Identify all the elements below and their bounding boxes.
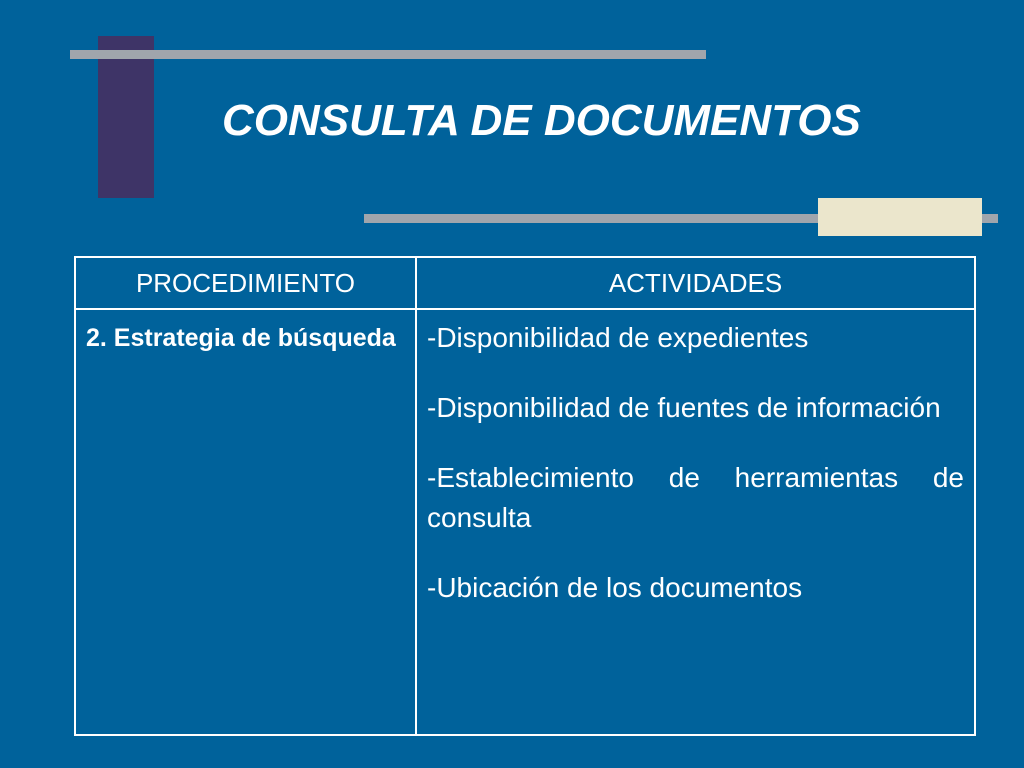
column-header-procedimiento: PROCEDIMIENTO [75,257,416,309]
actividades-cell [416,309,975,735]
table-header-row [75,257,975,309]
activity-item: -Establecimiento de herramientas de consulta [427,462,964,533]
procedimiento-cell: 2. Estrategia de búsqueda [75,309,416,735]
decorative-vertical-bar [98,36,154,198]
activity-item: -Ubicación de los documentos [427,572,803,603]
slide-title: CONSULTA DE DOCUMENTOS [222,96,861,145]
activity-item: -Disponibilidad de expedientes [427,322,809,353]
column-header-actividades: ACTIVIDADES [416,257,975,309]
procedure-table [74,256,976,736]
activity-item: -Disponibilidad de fuentes de información [427,392,941,423]
decorative-top-rule [70,50,706,59]
decorative-accent-block [818,198,982,236]
table-row [75,309,975,735]
